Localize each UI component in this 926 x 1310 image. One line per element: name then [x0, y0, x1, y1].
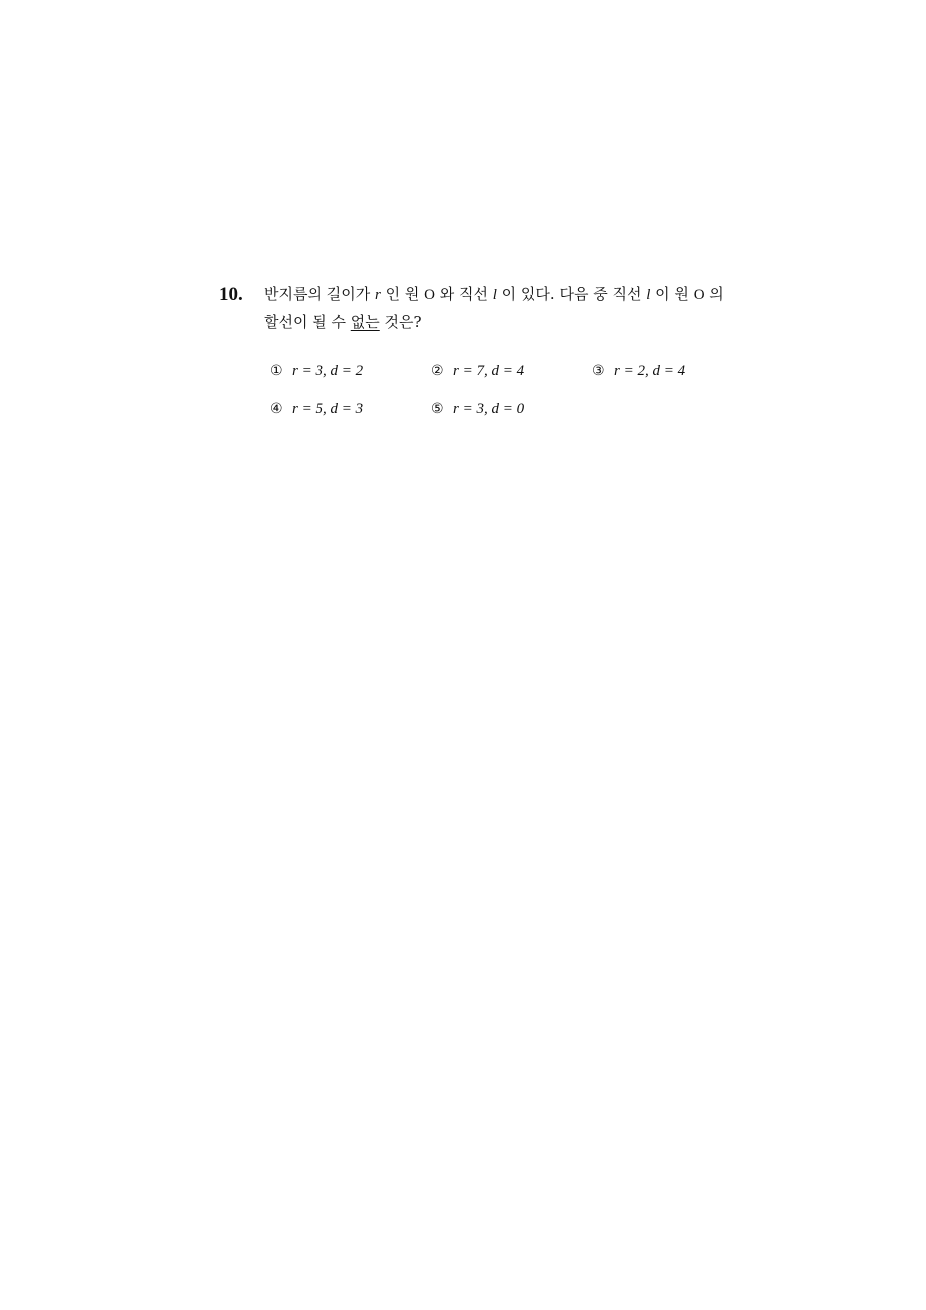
choice-3[interactable] — [592, 363, 685, 380]
choice-text: r = 5, d = 3 — [292, 401, 364, 417]
variable-l: l — [646, 287, 651, 303]
choice-4[interactable] — [270, 401, 363, 418]
choice-marker: ① — [270, 363, 283, 379]
variable-r: r — [374, 287, 381, 303]
stem-text: 의 — [704, 285, 724, 303]
choice-marker: ② — [431, 363, 444, 379]
choice-marker: ⑤ — [431, 401, 444, 417]
stem-text: 것은? — [379, 313, 422, 331]
choice-text: r = 3, d = 2 — [292, 363, 364, 379]
choice-text: r = 7, d = 4 — [453, 363, 525, 379]
choice-2[interactable] — [431, 363, 524, 380]
circle-name: O — [424, 287, 435, 303]
variable-l: l — [492, 287, 497, 303]
problem-stem — [264, 281, 764, 336]
choice-marker: ③ — [592, 363, 605, 379]
choice-text: r = 2, d = 4 — [614, 363, 686, 379]
stem-text: 반지름의 길이가 — [264, 285, 375, 303]
choice-text: r = 3, d = 0 — [453, 401, 525, 417]
stem-text: 이 있다. 다음 중 직선 — [496, 285, 647, 303]
choice-1[interactable] — [270, 363, 363, 380]
stem-text: 인 원 — [380, 285, 425, 303]
problem-number: 10. — [219, 284, 243, 305]
emphasis-underlined: 없는 — [350, 313, 380, 331]
stem-text: 와 직선 — [434, 285, 493, 303]
choice-5[interactable] — [431, 401, 524, 418]
answer-choices — [270, 363, 770, 443]
circle-name: O — [693, 287, 705, 303]
stem-text: 할선이 될 수 — [264, 313, 351, 331]
choice-marker: ④ — [270, 401, 283, 417]
stem-text: 이 원 — [650, 285, 694, 303]
